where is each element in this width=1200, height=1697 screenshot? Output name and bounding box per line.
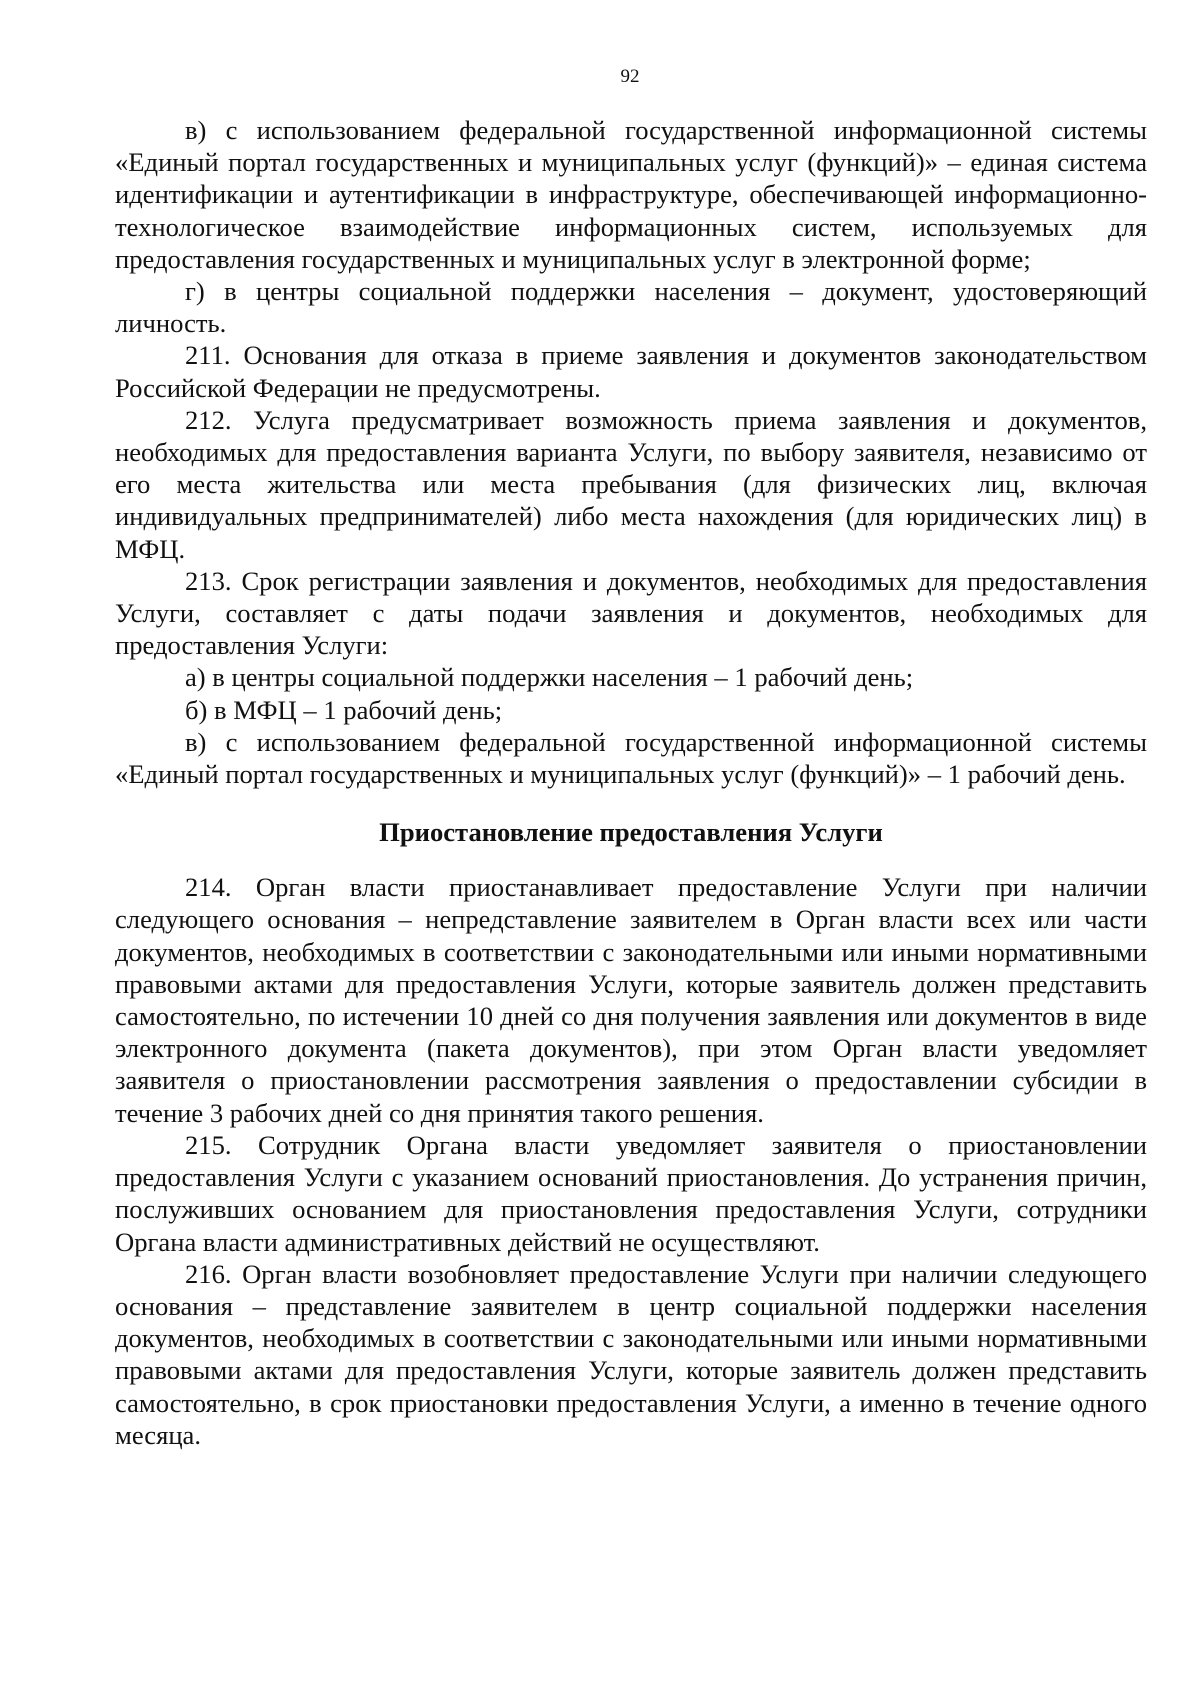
paragraph-211-refusal-grounds: 211. Основания для отказа в приеме заявления и документов законодательством Российской Федерации не предусмотрены. [115, 340, 1147, 403]
paragraph-item-v-epgu-identification: в) с использованием федеральной государственной информационной системы «Единый портал государственных и муниципальных услуг (функций)» – единая система идентификации и аутентификации в инфраструктуре, обеспечивающей информационно-технологическое взаимодействие информационных систем, используемых для предоставления государственных и муниципальных услуг в электронной форме; [115, 115, 1147, 274]
paragraph-214-suspension-grounds: 214. Орган власти приостанавливает предоставление Услуги при наличии следующего основания – непредставление заявителем в Орган власти всех или части документов, необходимых в соответствии с законодательными или иными нормативными правовыми актами для предоставления Услуги, которые заявитель должен представить самостоятельно, по истечении 10 дней со дня получения заявления или документов в виде электронного документа (пакета документов), при этом Орган власти уведомляет заявителя о приостановлении рассмотрения заявления о предоставлении субсидии в течение 3 рабочих дней со дня принятия такого решения. [115, 872, 1147, 1128]
page-number: 92 [620, 66, 640, 87]
document-body [115, 114, 1147, 1451]
paragraph-212-extraterritorial-acceptance: 212. Услуга предусматривает возможность приема заявления и документов, необходимых для предоставления варианта Услуги, по выбору заявителя, независимо от его места жительства или места пребывания (для физических лиц, включая индивидуальных предпринимателей) либо места нахождения (для юридических лиц) в МФЦ. [115, 404, 1147, 564]
paragraph-215-suspension-notice: 215. Сотрудник Органа власти уведомляет заявителя о приостановлении предоставления Услуги с указанием оснований приостановления. До устранения причин, послуживших основанием для приостановления предоставления Услуги, сотрудники Органа власти административных действий не осуществляют. [115, 1129, 1147, 1257]
paragraph-item-a-social-support-centers: а) в центры социальной поддержки населения – 1 рабочий день; [185, 662, 914, 693]
paragraph-216-resumption: 216. Орган власти возобновляет предоставление Услуги при наличии следующего основания – представление заявителем в центр социальной поддержки населения документов, необходимых в соответствии с законодательными или иными нормативными правовыми актами для предоставления Услуги, которые заявитель должен представить самостоятельно, в срок приостановки предоставления Услуги, а именно в течение одного месяца. [115, 1258, 1147, 1450]
paragraph-item-b-mfc: б) в МФЦ – 1 рабочий день; [185, 694, 503, 725]
section-heading: Приостановление предоставления Услуги [379, 817, 883, 848]
paragraph-213-registration-term: 213. Срок регистрации заявления и документов, необходимых для предоставления Услуги, составляет с даты подачи заявления и документов, необходимых для предоставления Услуги: [115, 565, 1147, 661]
paragraph-item-v-epgu-term: в) с использованием федеральной государственной информационной системы «Единый портал государственных и муниципальных услуг (функций)» – 1 рабочий день. [115, 726, 1147, 790]
paragraph-item-g-identity-document: г) в центры социальной поддержки населения – документ, удостоверяющий личность. [115, 276, 1147, 339]
